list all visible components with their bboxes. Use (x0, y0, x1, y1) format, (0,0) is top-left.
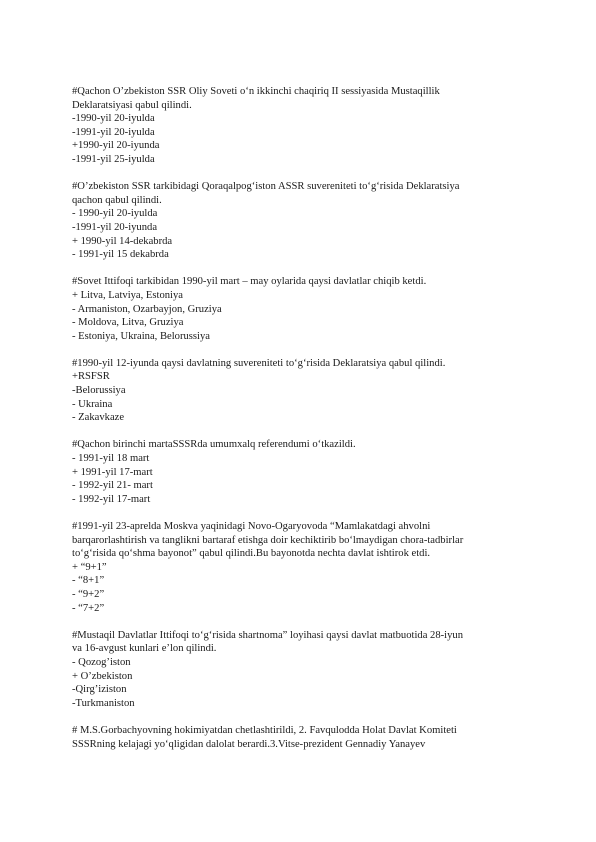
answer-option: - “9+2” (72, 588, 105, 600)
question-text: va 16-avgust kunlari e’lon qilindi. (72, 643, 217, 655)
question-text: # M.S.Gorbachyovning hokimiyatdan chetlashtirildi, 2. Favqulodda Holat Davlat Komiteti (72, 724, 457, 736)
question-block (72, 520, 520, 615)
question-text: #1991-yil 23-aprelda Moskva yaqinidagi Novo-Ogaryovoda “Mamlakatdagi ahvolni (72, 521, 431, 532)
answer-option: -1991-yil 25-iyulda (72, 153, 155, 165)
answer-option: - 1991-yil 15 dekabrda (72, 249, 169, 261)
answer-option-correct: + 1990-yil 14-dekabrda (72, 235, 173, 247)
question-text: #Qachon birinchi martaSSSRda umumxalq referendumi o‘tkazildi. (72, 439, 356, 451)
question-text: #Qachon O’zbekiston SSR Oliy Soveti o‘n ikkinchi chaqiriq II sessiyasida Mustaqillik (72, 86, 440, 97)
answer-option-correct: +1990-yil 20-iyunda (72, 140, 160, 152)
answer-option-correct: + “9+1” (72, 561, 107, 573)
answer-option: -Belorussiya (72, 385, 126, 397)
answer-option: -1990-yil 20-iyulda (72, 113, 155, 125)
answer-option: -1991-yil 20-iyulda (72, 126, 155, 138)
answer-option: - 1992-yil 21- mart (72, 480, 153, 492)
question-block (72, 724, 520, 751)
answer-option: -Turkmaniston (72, 697, 135, 709)
answer-option-correct: + 1991-yil 17-mart (72, 466, 153, 478)
question-block (72, 629, 520, 711)
question-text: barqarorlashtirish va tanglikni bartaraf etishga doir kechiktirib bo‘lmaydigan chora-tadbirlar (72, 534, 464, 546)
question-block (72, 438, 520, 506)
answer-option: - 1990-yil 20-iyulda (72, 208, 158, 220)
question-block (72, 85, 520, 167)
answer-option: - “7+2” (72, 602, 105, 614)
question-text: #O’zbekiston SSR tarkibidagi Qoraqalpog‘iston ASSR suvereniteti to‘g‘risida Deklaratsiya (72, 181, 460, 193)
answer-option: - 1991-yil 18 mart (72, 453, 150, 465)
answer-option: -Qirg’iziston (72, 684, 127, 696)
answer-option: - Qozog’iston (72, 656, 131, 668)
question-text: to‘g‘risida qo‘shma bayonot” qabul qilindi.Bu bayonotda nechta davlat ishtirok etdi. (72, 548, 431, 560)
answer-option-correct: + Litva, Latviya, Estoniya (72, 289, 184, 301)
answer-option: - Zakavkaze (72, 412, 125, 424)
answer-option-correct: + O’zbekiston (72, 670, 133, 682)
answer-option: - Moldova, Litva, Gruziya (72, 317, 184, 329)
question-block (72, 357, 520, 425)
answer-option: -1991-yil 20-iyunda (72, 221, 158, 233)
question-block (72, 275, 520, 343)
question-text: #1990-yil 12-iyunda qaysi davlatning suvereniteti to‘g‘risida Deklaratsiya qabul qilindi. (72, 357, 446, 369)
question-text: qachon qabul qilindi. (72, 194, 162, 206)
question-block (72, 180, 520, 262)
answer-option: - “8+1” (72, 575, 105, 587)
answer-option: - 1992-yil 17-mart (72, 493, 151, 505)
answer-option: - Ukraina (72, 398, 113, 410)
question-text: SSSRning kelajagi yo‘qligidan dalolat berardi.3.Vitse-prezident Gennadiy Yanayev (72, 738, 426, 750)
answer-option-correct: +RSFSR (72, 371, 110, 383)
answer-option: - Estoniya, Ukraina, Belorussiya (72, 330, 210, 342)
answer-option: - Armaniston, Ozarbayjon, Gruziya (72, 303, 222, 315)
question-text: #Sovet Ittifoqi tarkibidan 1990-yil mart – may oylarida qaysi davlatlar chiqib ketdi. (72, 276, 427, 288)
question-text: #Mustaqil Davlatlar Ittifoqi to‘g‘risida shartnoma” loyihasi qaysi davlat matbuotida 28-iyun (72, 629, 464, 641)
question-text: Deklaratsiyasi qabul qilindi. (72, 99, 192, 111)
